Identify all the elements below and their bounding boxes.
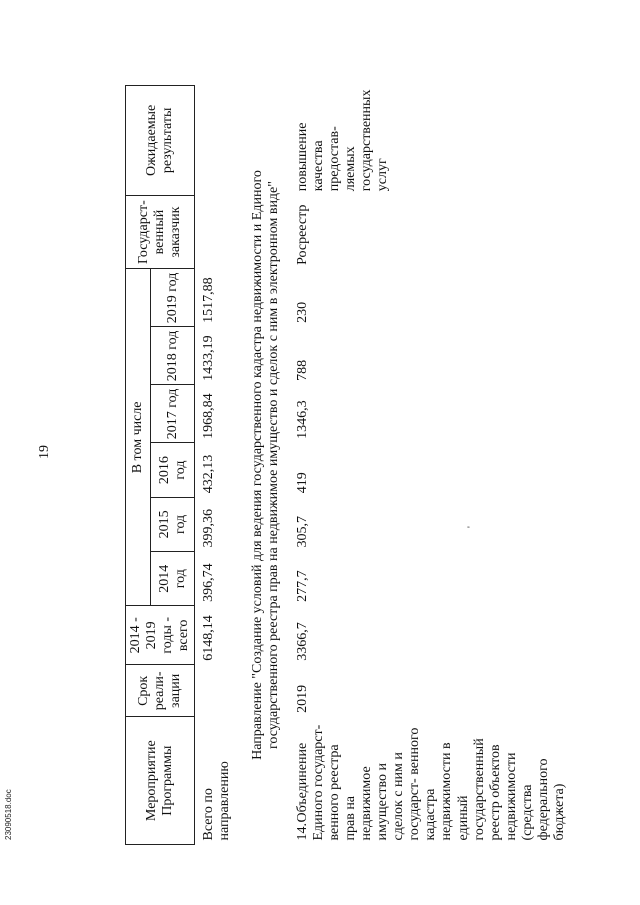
header-year: 2019 год — [151, 269, 195, 327]
header-including: В том числе — [126, 269, 151, 606]
total-results — [195, 86, 241, 196]
item-number: 14. — [294, 823, 310, 841]
total-year-value: 1433,19 — [201, 335, 217, 381]
header-year: 2014 год — [151, 552, 195, 606]
item-year-value: 419 — [294, 472, 310, 494]
header-year: 2016 год — [151, 443, 195, 497]
direction-title: Направление "Создание условий для ведения государственного кадастра недвижимости и Единого государственного реестра прав на недвижимое имущество и сделок с ним в электронном виде" — [250, 170, 282, 760]
header-year: 2017 год — [151, 385, 195, 443]
item-year-value: 305,7 — [294, 516, 310, 548]
item-customer: Росреестр — [294, 204, 310, 265]
page-number: 19 — [37, 445, 52, 459]
table-row-direction — [240, 86, 290, 845]
total-term — [195, 665, 241, 717]
item-year-value: 788 — [294, 359, 310, 381]
header-results: Ожидаемые результаты — [126, 86, 195, 196]
program-table — [125, 85, 571, 845]
item-year-value: 277,7 — [294, 570, 310, 602]
total-sum: 6148,14 — [201, 615, 217, 661]
total-year-value: 432,13 — [201, 454, 217, 494]
total-year-value: 1517,88 — [201, 277, 217, 323]
total-label: Всего по направлению — [201, 761, 233, 841]
item-activity-cell — [291, 717, 572, 845]
item-year-value: 1346,3 — [294, 400, 310, 439]
header-total: 2014 - 2019 годы - всего — [126, 606, 195, 665]
header-term: Срок реали- зации — [126, 665, 195, 717]
item-activity: Объединение Единого государст- венного реестра прав на недвижимое имущество и сделок с ним и государст- венного кадастра недвижимости в единый государственный реестр объектов недвижимости (средства федерального бюджета) — [294, 724, 568, 841]
rotated-page-content — [125, 25, 640, 865]
total-year-value: 399,36 — [201, 509, 217, 548]
item-results: повышение качества предостав- ляемых государственных услуг — [294, 89, 391, 192]
footer-filename: 23090518.doc — [4, 789, 13, 840]
item-total: 3366,7 — [294, 622, 310, 661]
header-year: 2018 год — [151, 327, 195, 385]
table-row-item — [291, 86, 572, 845]
header-year: 2015 год — [151, 497, 195, 551]
table-row-total — [195, 86, 241, 845]
total-year-value: 396,74 — [201, 563, 217, 602]
stray-mark: ' — [465, 526, 476, 528]
item-term: 2019 — [294, 684, 310, 713]
header-customer: Государст- венный заказчик — [126, 195, 195, 269]
total-customer — [195, 195, 241, 269]
header-activity: Мероприятие Программы — [126, 717, 195, 845]
item-year-value: 230 — [294, 301, 310, 323]
total-year-value: 1968,84 — [201, 393, 217, 439]
